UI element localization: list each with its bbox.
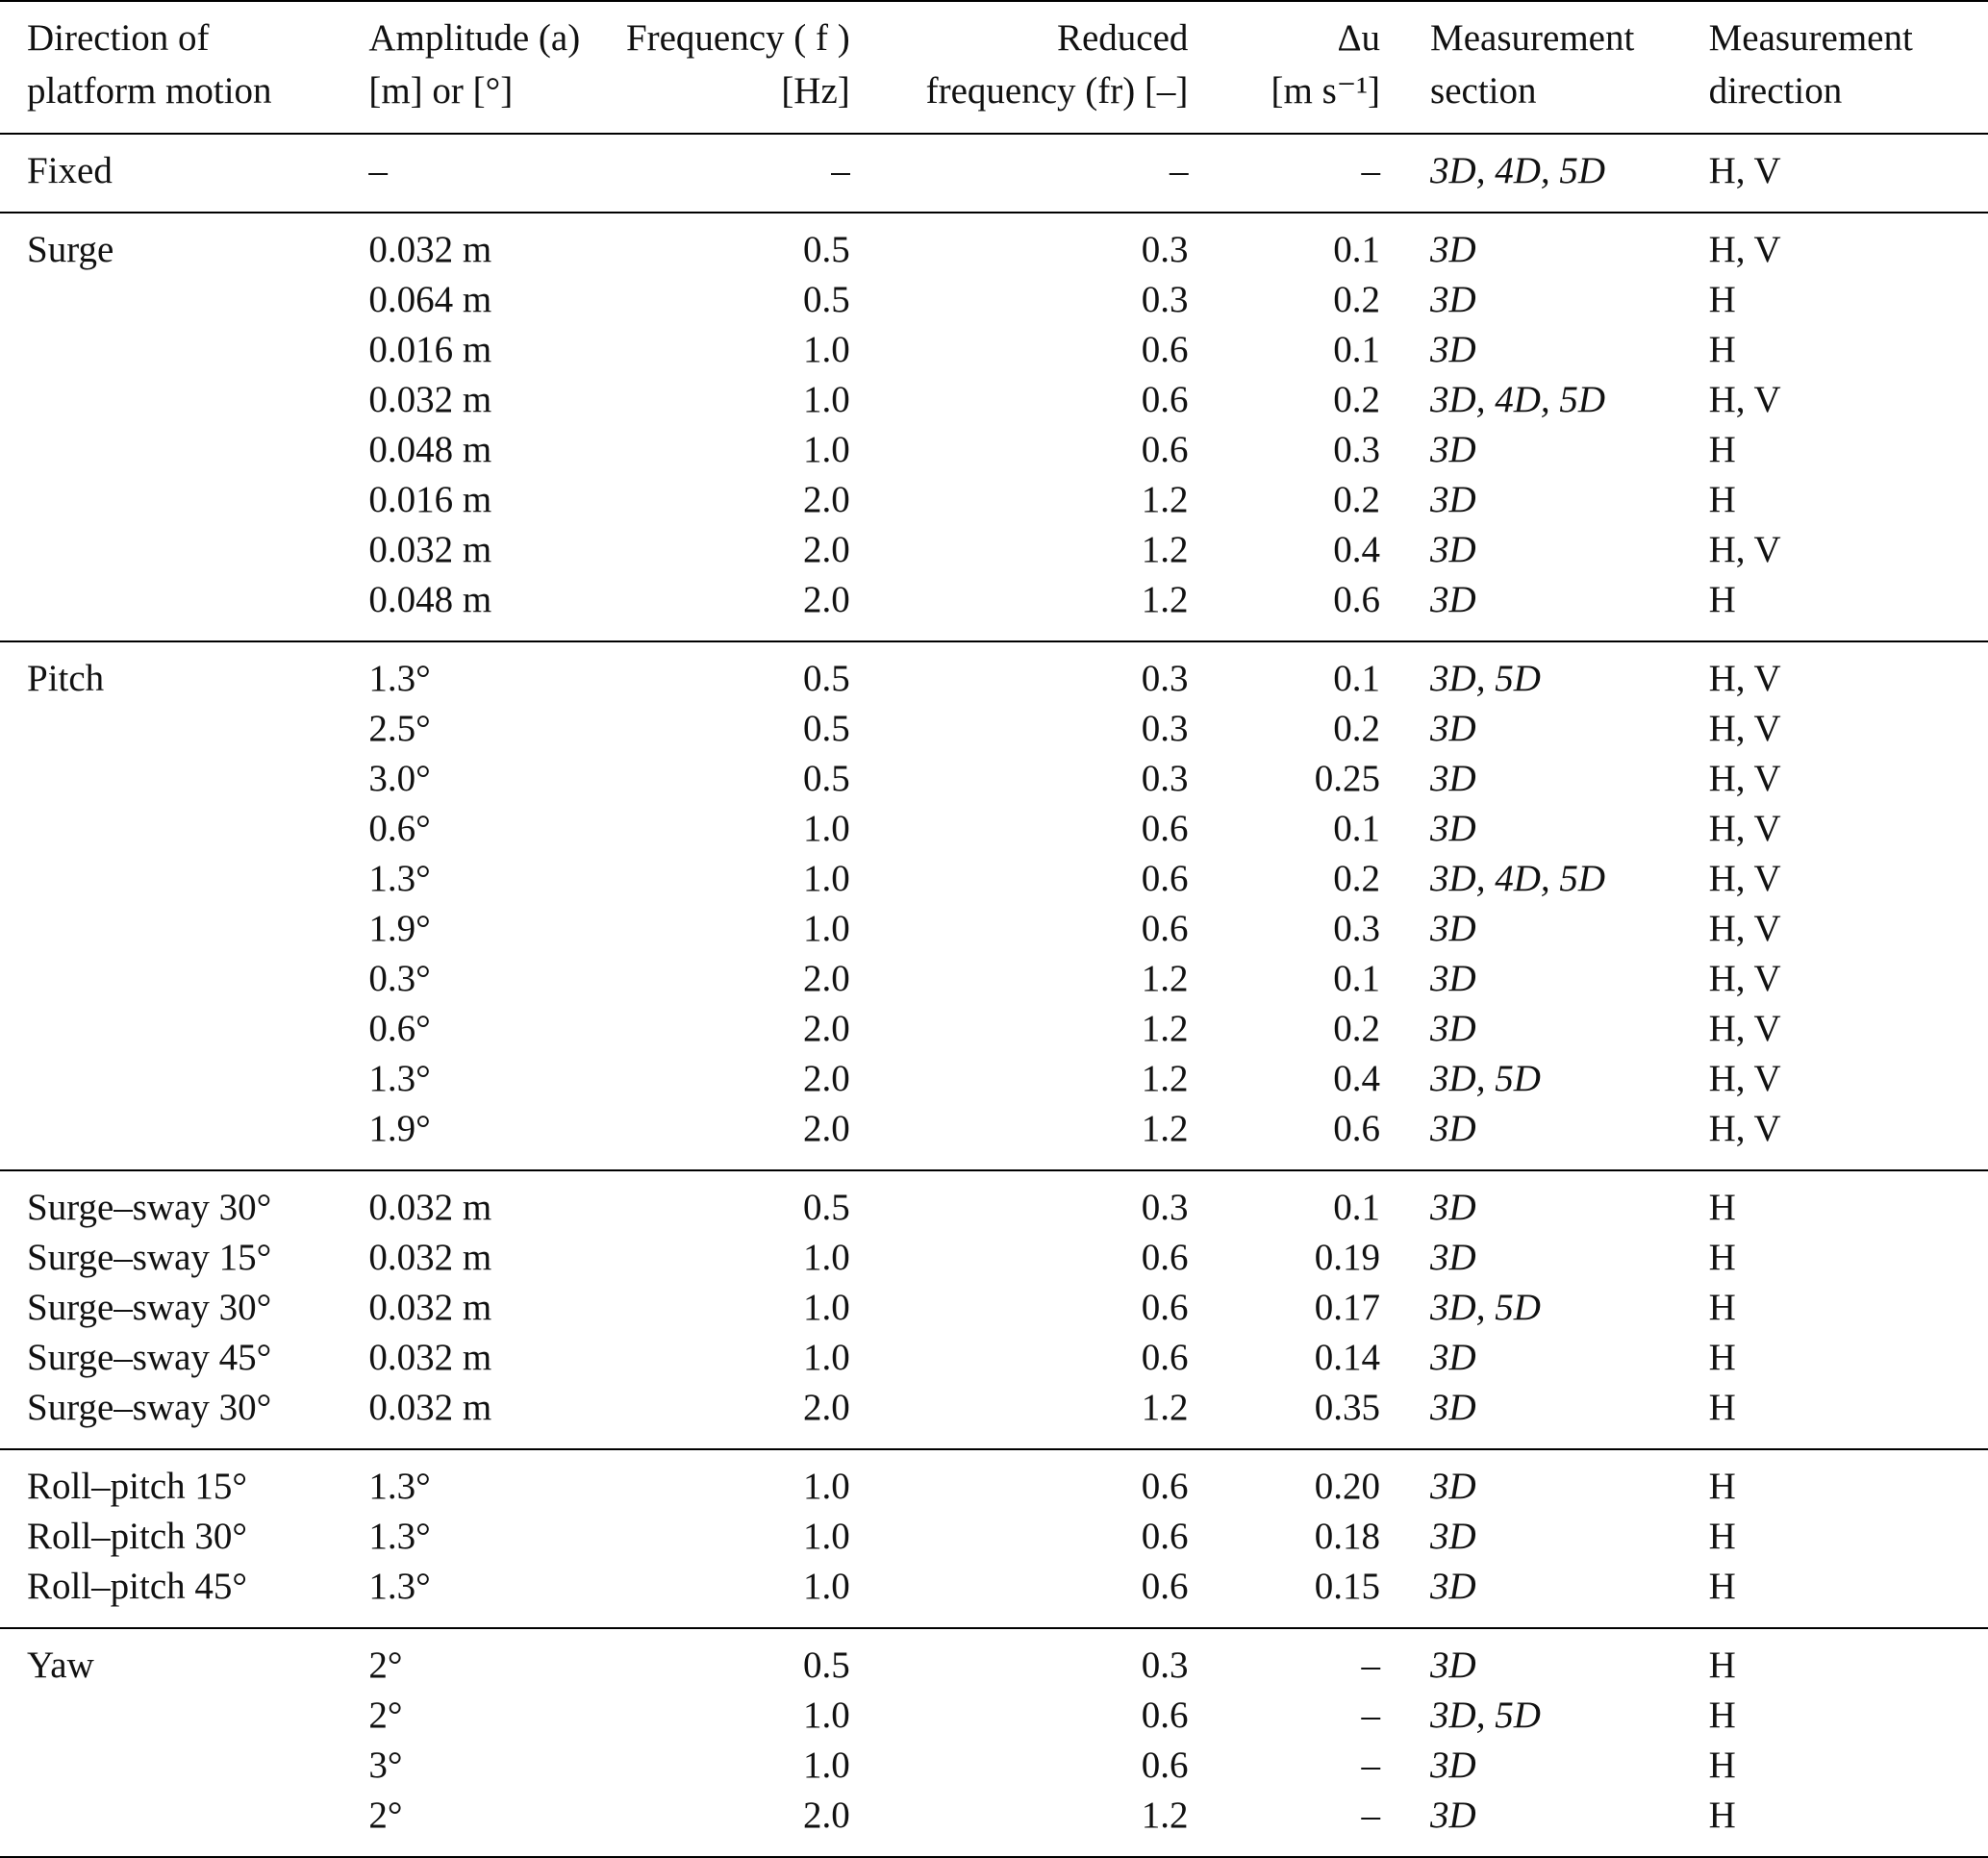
table-row: [0, 1628, 1988, 1691]
cell-measurement-direction: H, V: [1708, 908, 1781, 949]
cell-direction: Yaw: [27, 1645, 94, 1686]
cell-reduced-frequency: 0.6: [1141, 808, 1189, 849]
cell-direction: [0, 425, 347, 475]
cell-amplitude: 0.6°: [368, 808, 431, 849]
cell-measurement-direction: H, V: [1708, 229, 1781, 270]
cell-direction: Surge–sway 30°: [27, 1287, 272, 1328]
cell-delta-u: –: [1361, 1795, 1381, 1836]
cell-measurement-direction: H, V: [1708, 658, 1781, 699]
cell-measurement-direction: H, V: [1708, 150, 1781, 191]
cell-frequency: 1.0: [803, 1337, 850, 1378]
cell-direction: [0, 475, 347, 525]
cell-measurement-direction: H: [1708, 279, 1736, 320]
cell-measurement-direction: H: [1708, 1237, 1736, 1278]
cell-reduced-frequency: 0.3: [1141, 658, 1189, 699]
header-amplitude: [347, 1, 626, 134]
cell-measurement-direction: H: [1708, 479, 1736, 520]
cell-direction: [0, 854, 347, 904]
cell-frequency: 0.5: [803, 279, 850, 320]
cell-measurement-direction: H, V: [1708, 1058, 1781, 1099]
table-row: [0, 1791, 1988, 1857]
cell-amplitude: 1.9°: [368, 908, 431, 949]
cell-direction: Roll–pitch 15°: [27, 1466, 248, 1507]
cell-reduced-frequency: 0.6: [1141, 1287, 1189, 1328]
row-group: [0, 213, 1988, 641]
cell-direction: [0, 575, 347, 641]
cell-amplitude: 1.3°: [368, 1566, 431, 1607]
cell-reduced-frequency: 0.3: [1141, 758, 1189, 799]
table-row: [0, 325, 1988, 375]
cell-delta-u: 0.2: [1333, 1008, 1381, 1049]
cell-amplitude: 0.032 m: [368, 229, 492, 270]
cell-direction: [0, 275, 347, 325]
table-row: [0, 1283, 1988, 1333]
cell-reduced-frequency: 0.6: [1141, 329, 1189, 370]
cell-delta-u: –: [1361, 150, 1381, 191]
cell-measurement-section: 3D: [1430, 758, 1476, 799]
cell-direction: [0, 525, 347, 575]
cell-frequency: 1.0: [803, 1745, 850, 1786]
cell-reduced-frequency: 0.3: [1141, 279, 1189, 320]
cell-delta-u: 0.2: [1333, 279, 1381, 320]
cell-measurement-section: 3D: [1430, 958, 1476, 999]
cell-delta-u: 0.1: [1333, 1187, 1381, 1228]
cell-reduced-frequency: 0.6: [1141, 858, 1189, 899]
cell-delta-u: 0.2: [1333, 708, 1381, 749]
cell-amplitude: 1.3°: [368, 858, 431, 899]
cell-measurement-section: 3D: [1430, 429, 1476, 470]
cell-direction: [0, 1054, 347, 1104]
header-line: Δu: [1337, 17, 1381, 59]
cell-frequency: 1.0: [803, 1516, 850, 1557]
cell-measurement-direction: H: [1708, 429, 1736, 470]
cell-delta-u: 0.14: [1314, 1337, 1381, 1378]
cell-frequency: 1.0: [803, 1695, 850, 1736]
cell-direction: [0, 325, 347, 375]
cell-delta-u: 0.2: [1333, 479, 1381, 520]
table-row: [0, 1170, 1988, 1233]
cell-measurement-direction: H: [1708, 1516, 1736, 1557]
cell-amplitude: 0.064 m: [368, 279, 492, 320]
cell-frequency: 2.0: [803, 479, 850, 520]
cell-reduced-frequency: 0.3: [1141, 1645, 1189, 1686]
table-row: [0, 425, 1988, 475]
cell-frequency: 1.0: [803, 379, 850, 420]
cell-reduced-frequency: 0.6: [1141, 1695, 1189, 1736]
header-frequency: [626, 1, 889, 134]
header-line: Reduced: [1056, 17, 1189, 59]
cell-amplitude: 1.9°: [368, 1108, 431, 1149]
cell-direction: Surge: [27, 229, 114, 270]
cell-delta-u: 0.20: [1314, 1466, 1381, 1507]
cell-amplitude: 0.032 m: [368, 1337, 492, 1378]
cell-delta-u: 0.2: [1333, 379, 1381, 420]
row-group: [0, 641, 1988, 1170]
cell-direction: Surge–sway 30°: [27, 1387, 272, 1428]
cell-measurement-direction: H: [1708, 579, 1736, 620]
header-line: Direction of: [27, 17, 210, 59]
cell-amplitude: 2°: [368, 1795, 403, 1836]
cell-frequency: 1.0: [803, 1566, 850, 1607]
cell-direction: Roll–pitch 30°: [27, 1516, 248, 1557]
cell-measurement-section: 3D, 4D, 5D: [1430, 858, 1606, 899]
cell-measurement-direction: H, V: [1708, 529, 1781, 570]
cell-amplitude: 2°: [368, 1645, 403, 1686]
cell-direction: [0, 1004, 347, 1054]
cell-delta-u: 0.4: [1333, 529, 1381, 570]
cell-reduced-frequency: 1.2: [1141, 529, 1189, 570]
cell-delta-u: 0.1: [1333, 229, 1381, 270]
header-line: platform motion: [27, 70, 272, 112]
header-measurement-direction: [1688, 1, 1988, 134]
cell-delta-u: 0.1: [1333, 958, 1381, 999]
cell-frequency: 0.5: [803, 708, 850, 749]
cell-frequency: 1.0: [803, 908, 850, 949]
cell-direction: [0, 804, 347, 854]
cell-measurement-section: 3D: [1430, 279, 1476, 320]
table-row: [0, 1333, 1988, 1383]
cell-delta-u: 0.6: [1333, 579, 1381, 620]
header-line: section: [1430, 70, 1537, 112]
cell-frequency: 2.0: [803, 1008, 850, 1049]
cell-reduced-frequency: 1.2: [1141, 1058, 1189, 1099]
cell-delta-u: 0.18: [1314, 1516, 1381, 1557]
table-row: [0, 1104, 1988, 1170]
cell-direction: Surge–sway 15°: [27, 1237, 272, 1278]
header-line: [Hz]: [781, 70, 850, 112]
cell-delta-u: 0.3: [1333, 429, 1381, 470]
cell-amplitude: 0.032 m: [368, 1287, 492, 1328]
row-group: [0, 1628, 1988, 1857]
cell-frequency: 0.5: [803, 658, 850, 699]
header-line: [m] or [°]: [368, 70, 514, 112]
cell-measurement-section: 3D: [1430, 708, 1476, 749]
cell-frequency: 0.5: [803, 758, 850, 799]
cell-amplitude: 1.3°: [368, 1058, 431, 1099]
cell-measurement-direction: H, V: [1708, 1108, 1781, 1149]
table-row: [0, 1562, 1988, 1628]
cell-amplitude: 0.3°: [368, 958, 431, 999]
cell-measurement-section: 3D: [1430, 1745, 1476, 1786]
cell-delta-u: –: [1361, 1695, 1381, 1736]
cell-measurement-section: 3D, 5D: [1430, 1287, 1541, 1328]
cell-direction: [0, 1741, 347, 1791]
cell-measurement-section: 3D: [1430, 1566, 1476, 1607]
table-header: [0, 1, 1988, 134]
cell-delta-u: 0.19: [1314, 1237, 1381, 1278]
cell-amplitude: 3°: [368, 1745, 403, 1786]
table-row: [0, 525, 1988, 575]
table-row: [0, 213, 1988, 275]
cell-reduced-frequency: 0.6: [1141, 908, 1189, 949]
cell-amplitude: 1.3°: [368, 1466, 431, 1507]
cell-reduced-frequency: 1.2: [1141, 1795, 1189, 1836]
cell-measurement-section: 3D: [1430, 908, 1476, 949]
cell-measurement-direction: H, V: [1708, 1008, 1781, 1049]
cell-reduced-frequency: 0.3: [1141, 229, 1189, 270]
cell-delta-u: 0.1: [1333, 658, 1381, 699]
cell-amplitude: 0.6°: [368, 1008, 431, 1049]
cell-frequency: 2.0: [803, 1387, 850, 1428]
header-row: [0, 1, 1988, 134]
cell-direction: [0, 1104, 347, 1170]
cell-amplitude: 3.0°: [368, 758, 431, 799]
cell-measurement-section: 3D: [1430, 1008, 1476, 1049]
cell-direction: [0, 954, 347, 1004]
header-delta-u: [1226, 1, 1409, 134]
cell-direction: [0, 1791, 347, 1857]
cell-measurement-direction: H: [1708, 1795, 1736, 1836]
cell-measurement-section: 3D: [1430, 808, 1476, 849]
cell-frequency: 1.0: [803, 1237, 850, 1278]
cell-measurement-direction: H: [1708, 329, 1736, 370]
cell-delta-u: 0.1: [1333, 808, 1381, 849]
table-row: [0, 854, 1988, 904]
table-row: [0, 134, 1988, 213]
cell-reduced-frequency: 0.6: [1141, 1566, 1189, 1607]
header-line: Measurement: [1430, 17, 1635, 59]
cell-delta-u: 0.1: [1333, 329, 1381, 370]
cell-amplitude: 0.032 m: [368, 379, 492, 420]
row-group: [0, 134, 1988, 213]
table-row: [0, 475, 1988, 525]
cell-measurement-section: 3D: [1430, 479, 1476, 520]
cell-amplitude: 0.016 m: [368, 329, 492, 370]
cell-frequency: 2.0: [803, 579, 850, 620]
header-line: Measurement: [1708, 17, 1913, 59]
cell-direction: Surge–sway 45°: [27, 1337, 272, 1378]
table-row: [0, 1383, 1988, 1449]
header-line: Amplitude (a): [368, 17, 581, 59]
cell-reduced-frequency: 0.6: [1141, 379, 1189, 420]
cell-measurement-section: 3D, 4D, 5D: [1430, 150, 1606, 191]
cell-measurement-section: 3D: [1430, 1108, 1476, 1149]
header-line: direction: [1708, 70, 1843, 112]
cell-measurement-section: 3D: [1430, 1795, 1476, 1836]
cell-amplitude: 0.032 m: [368, 1237, 492, 1278]
cell-amplitude: 0.016 m: [368, 479, 492, 520]
cell-amplitude: 1.3°: [368, 658, 431, 699]
cell-direction: [0, 904, 347, 954]
header-measurement-section: [1409, 1, 1688, 134]
cell-amplitude: 1.3°: [368, 1516, 431, 1557]
cell-reduced-frequency: 1.2: [1141, 1008, 1189, 1049]
header-direction: [0, 1, 347, 134]
table-row: [0, 1691, 1988, 1741]
header-reduced-frequency: [889, 1, 1227, 134]
cell-frequency: –: [831, 150, 850, 191]
cell-frequency: 1.0: [803, 1466, 850, 1507]
cell-amplitude: 2°: [368, 1695, 403, 1736]
cell-measurement-section: 3D: [1430, 1516, 1476, 1557]
table-row: [0, 754, 1988, 804]
cell-reduced-frequency: 0.6: [1141, 1745, 1189, 1786]
cell-measurement-section: 3D, 5D: [1430, 658, 1541, 699]
cell-delta-u: –: [1361, 1645, 1381, 1686]
cell-amplitude: 0.032 m: [368, 1187, 492, 1228]
cell-reduced-frequency: 1.2: [1141, 579, 1189, 620]
cell-measurement-direction: H, V: [1708, 708, 1781, 749]
cell-direction: [0, 375, 347, 425]
cell-direction: Fixed: [27, 150, 113, 191]
cell-measurement-section: 3D: [1430, 1645, 1476, 1686]
cell-frequency: 2.0: [803, 1108, 850, 1149]
cell-reduced-frequency: 0.3: [1141, 708, 1189, 749]
table-row: [0, 904, 1988, 954]
cell-measurement-section: 3D: [1430, 529, 1476, 570]
cell-frequency: 1.0: [803, 329, 850, 370]
cell-measurement-direction: H, V: [1708, 808, 1781, 849]
cell-measurement-section: 3D: [1430, 1237, 1476, 1278]
cell-amplitude: 0.048 m: [368, 579, 492, 620]
cell-delta-u: 0.4: [1333, 1058, 1381, 1099]
cell-delta-u: 0.17: [1314, 1287, 1381, 1328]
cell-frequency: 2.0: [803, 1795, 850, 1836]
cell-delta-u: –: [1361, 1745, 1381, 1786]
cell-reduced-frequency: 0.6: [1141, 1516, 1189, 1557]
cell-measurement-direction: H, V: [1708, 958, 1781, 999]
cell-reduced-frequency: 1.2: [1141, 1387, 1189, 1428]
cell-measurement-section: 3D: [1430, 1387, 1476, 1428]
cell-direction: [0, 1691, 347, 1741]
cell-amplitude: 0.032 m: [368, 529, 492, 570]
cell-measurement-direction: H: [1708, 1695, 1736, 1736]
cell-reduced-frequency: 0.3: [1141, 1187, 1189, 1228]
cell-measurement-direction: H, V: [1708, 858, 1781, 899]
cell-measurement-direction: H: [1708, 1337, 1736, 1378]
cell-delta-u: 0.25: [1314, 758, 1381, 799]
cell-measurement-direction: H: [1708, 1745, 1736, 1786]
table-row: [0, 1741, 1988, 1791]
cell-direction: [0, 754, 347, 804]
cell-amplitude: 0.032 m: [368, 1387, 492, 1428]
cell-delta-u: 0.6: [1333, 1108, 1381, 1149]
table-row: [0, 954, 1988, 1004]
cell-measurement-direction: H: [1708, 1466, 1736, 1507]
cell-reduced-frequency: 0.6: [1141, 1237, 1189, 1278]
table-row: [0, 641, 1988, 704]
cell-frequency: 1.0: [803, 808, 850, 849]
cell-frequency: 0.5: [803, 229, 850, 270]
table-row: [0, 275, 1988, 325]
row-group: [0, 1449, 1988, 1628]
cell-frequency: 0.5: [803, 1187, 850, 1228]
cell-measurement-section: 3D: [1430, 579, 1476, 620]
cell-measurement-direction: H: [1708, 1645, 1736, 1686]
cell-measurement-section: 3D: [1430, 229, 1476, 270]
cell-reduced-frequency: 0.6: [1141, 429, 1189, 470]
header-line: Frequency ( f ): [625, 17, 850, 59]
cell-amplitude: 0.048 m: [368, 429, 492, 470]
cell-frequency: 2.0: [803, 1058, 850, 1099]
cell-measurement-direction: H: [1708, 1387, 1736, 1428]
table-row: [0, 1449, 1988, 1512]
cell-delta-u: 0.15: [1314, 1566, 1381, 1607]
cell-direction: Roll–pitch 45°: [27, 1566, 248, 1607]
cell-reduced-frequency: 1.2: [1141, 1108, 1189, 1149]
cell-frequency: 0.5: [803, 1645, 850, 1686]
cell-measurement-direction: H: [1708, 1187, 1736, 1228]
cell-measurement-direction: H: [1708, 1287, 1736, 1328]
cell-reduced-frequency: 0.6: [1141, 1466, 1189, 1507]
cell-measurement-section: 3D: [1430, 329, 1476, 370]
cell-measurement-section: 3D: [1430, 1337, 1476, 1378]
cell-reduced-frequency: –: [1169, 150, 1189, 191]
table-row: [0, 1512, 1988, 1562]
table-row: [0, 375, 1988, 425]
table-row: [0, 1233, 1988, 1283]
header-line: frequency (fr) [–]: [925, 70, 1189, 112]
row-group: [0, 1170, 1988, 1449]
cell-delta-u: 0.2: [1333, 858, 1381, 899]
cell-delta-u: 0.3: [1333, 908, 1381, 949]
cell-frequency: 1.0: [803, 858, 850, 899]
header-line: [m s⁻¹]: [1271, 70, 1381, 112]
cell-reduced-frequency: 1.2: [1141, 958, 1189, 999]
cell-reduced-frequency: 0.6: [1141, 1337, 1189, 1378]
table-row: [0, 1004, 1988, 1054]
cell-frequency: 1.0: [803, 1287, 850, 1328]
cell-amplitude: –: [368, 150, 388, 191]
cell-direction: [0, 704, 347, 754]
table-row: [0, 575, 1988, 641]
cell-measurement-section: 3D: [1430, 1466, 1476, 1507]
cell-measurement-section: 3D, 5D: [1430, 1695, 1541, 1736]
cell-measurement-section: 3D, 4D, 5D: [1430, 379, 1606, 420]
cell-frequency: 1.0: [803, 429, 850, 470]
cell-amplitude: 2.5°: [368, 708, 431, 749]
table-row: [0, 704, 1988, 754]
cell-direction: Pitch: [27, 658, 105, 699]
cell-measurement-direction: H: [1708, 1566, 1736, 1607]
cell-frequency: 2.0: [803, 529, 850, 570]
cell-measurement-direction: H, V: [1708, 758, 1781, 799]
cell-measurement-section: 3D, 5D: [1430, 1058, 1541, 1099]
cell-direction: Surge–sway 30°: [27, 1187, 272, 1228]
cell-reduced-frequency: 1.2: [1141, 479, 1189, 520]
cell-delta-u: 0.35: [1314, 1387, 1381, 1428]
cell-measurement-direction: H, V: [1708, 379, 1781, 420]
cell-frequency: 2.0: [803, 958, 850, 999]
cell-measurement-section: 3D: [1430, 1187, 1476, 1228]
table-row: [0, 1054, 1988, 1104]
table-row: [0, 804, 1988, 854]
